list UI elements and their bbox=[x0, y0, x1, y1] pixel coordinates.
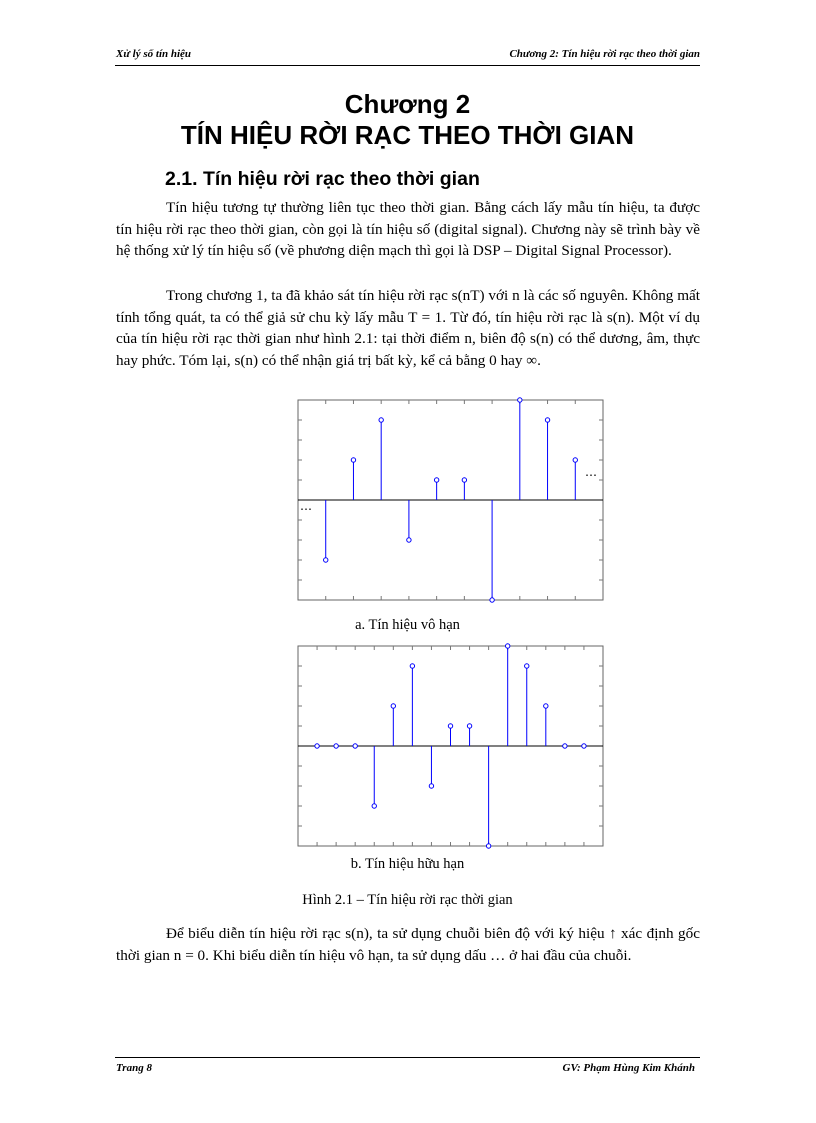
caption-plot-b: b. Tín hiệu hữu hạn bbox=[350, 856, 465, 872]
stem-plot-infinite bbox=[298, 400, 603, 600]
stem-marker bbox=[353, 744, 357, 748]
stem-marker bbox=[573, 458, 577, 462]
section-heading: 2.1. Tín hiệu rời rạc theo thời gian bbox=[165, 168, 480, 190]
stem-marker bbox=[582, 744, 586, 748]
stem-marker bbox=[324, 558, 328, 562]
header-right: Chương 2: Tín hiệu rời rạc theo thời gian bbox=[509, 48, 700, 60]
paragraph-1: Tín hiệu tương tự thường liên tục theo thời gian. Bằng cách lấy mẫu tín hiệu, ta được tín hiệu rời rạc theo thời gian, còn gọi là tín hiệu số (digital signal). Chương này sẽ trình bày về hệ thống xử lý tín hiệu số (về phương diện mạch thì gọi là DSP – Digital Signal Processor). bbox=[116, 199, 700, 259]
footer-right: GV: Phạm Hùng Kim Khánh bbox=[562, 1062, 695, 1074]
stem-marker bbox=[505, 644, 509, 648]
paragraph-3: Để biểu diễn tín hiệu rời rạc s(n), ta sử dụng chuỗi biên độ với ký hiệu ↑ xác định gốc thời gian n = 0. Khi biểu diễn tín hiệu vô hạn, ta sử dụng dấu … ở hai đầu của chuỗi. bbox=[116, 925, 700, 964]
stem-marker bbox=[315, 744, 319, 748]
stem-marker bbox=[467, 724, 471, 728]
chapter-number: Chương 2 bbox=[344, 89, 471, 119]
stem-marker bbox=[351, 458, 355, 462]
stem-marker bbox=[563, 744, 567, 748]
stem-marker bbox=[448, 724, 452, 728]
stem-marker bbox=[407, 538, 411, 542]
caption-plot-a: a. Tín hiệu vô hạn bbox=[355, 617, 460, 633]
stem-marker bbox=[490, 598, 494, 602]
stem-marker bbox=[391, 704, 395, 708]
header-left: Xử lý số tín hiệu bbox=[116, 48, 192, 60]
stem-marker bbox=[544, 704, 548, 708]
continuation-left: … bbox=[300, 499, 312, 513]
footer-left: Trang 8 bbox=[116, 1062, 152, 1074]
continuation-right: … bbox=[585, 465, 597, 479]
stem-marker bbox=[434, 478, 438, 482]
paragraph-2: Trong chương 1, ta đã khảo sát tín hiệu rời rạc s(nT) với n là các số nguyên. Không mất tính tổng quát, ta có thể giả sử chu kỳ lấy mẫu T = 1. Từ đó, tín hiệu rời rạc là s(n). Một ví dụ của tín hiệu rời rạc thời gian như hình 2.1: tại thời điểm n, biên độ s(n) có thể dương, âm, thực hay phức. Tóm lại, s(n) có thể nhận giá trị bất kỳ, kể cả bằng 0 hay ∞. bbox=[116, 287, 700, 369]
stem-marker bbox=[410, 664, 414, 668]
stem-marker bbox=[462, 478, 466, 482]
stem-marker bbox=[379, 418, 383, 422]
stem-marker bbox=[372, 804, 376, 808]
figure-caption: Hình 2.1 – Tín hiệu rời rạc thời gian bbox=[302, 892, 513, 908]
stem-marker bbox=[518, 398, 522, 402]
stem-marker bbox=[486, 844, 490, 848]
chapter-title: TÍN HIỆU RỜI RẠC THEO THỜI GIAN bbox=[180, 120, 635, 150]
stem-marker bbox=[545, 418, 549, 422]
stem-plot-finite bbox=[298, 646, 603, 846]
stem-marker bbox=[525, 664, 529, 668]
stem-marker bbox=[429, 784, 433, 788]
header-rule bbox=[115, 65, 700, 66]
footer-rule bbox=[115, 1057, 700, 1058]
stem-marker bbox=[334, 744, 338, 748]
